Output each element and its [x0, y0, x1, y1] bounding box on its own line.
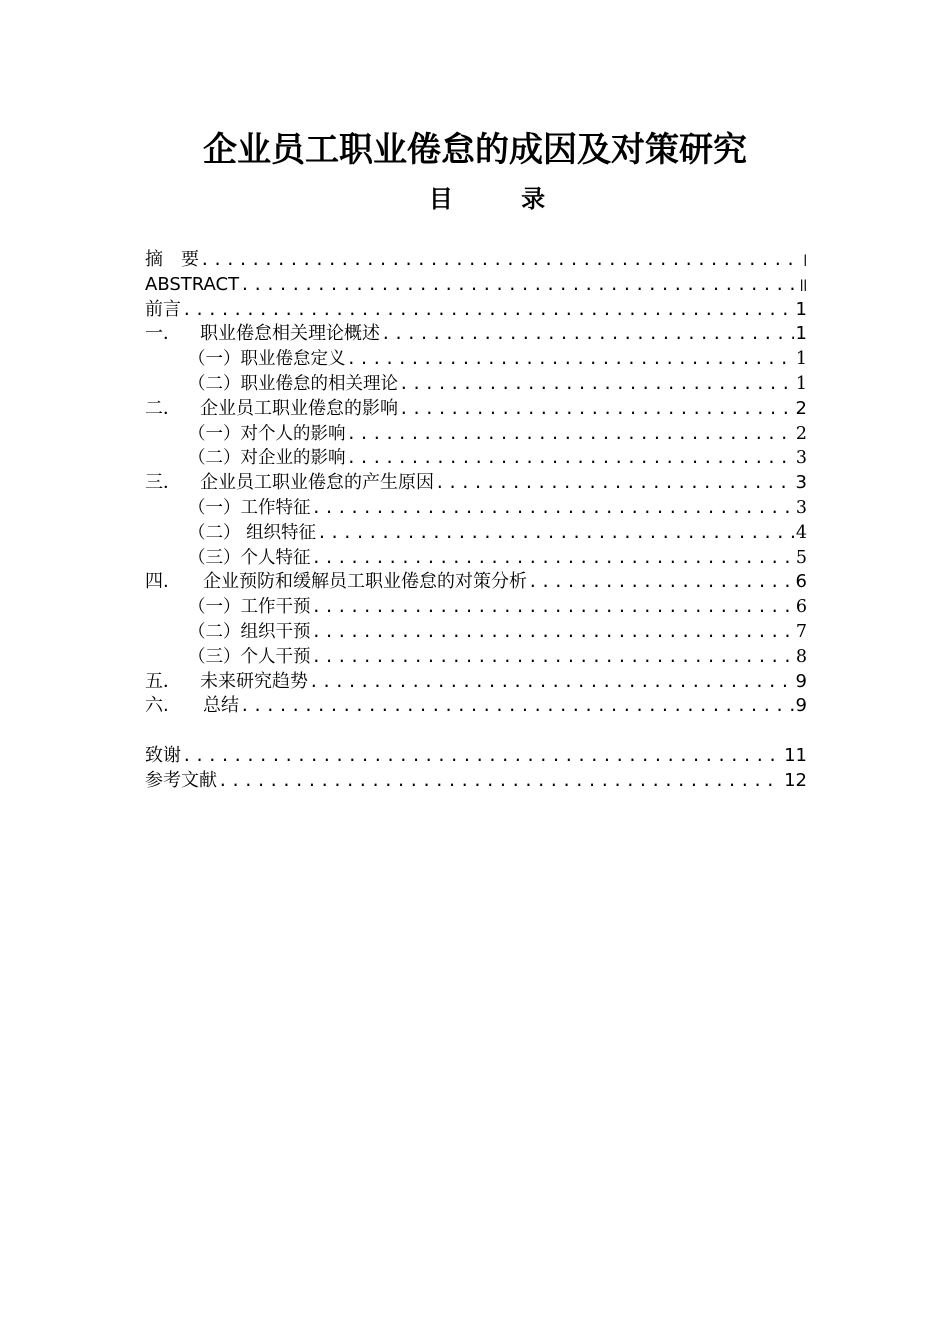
toc-page-number: 6 — [795, 597, 807, 618]
toc-page-number: 11 — [784, 744, 807, 766]
toc-dot-leader — [399, 372, 794, 397]
toc-dot-leader — [182, 744, 782, 769]
table-of-contents — [145, 248, 807, 794]
toc-dot-leader — [528, 570, 794, 595]
toc-entry-title: （二）对企业的影响 — [188, 448, 346, 469]
toc-dot-leader — [312, 496, 794, 521]
toc-entry[interactable] — [145, 744, 807, 769]
toc-entry[interactable] — [145, 298, 807, 323]
toc-page-number: 6 — [795, 571, 807, 593]
toc-dot-leader — [218, 769, 782, 794]
toc-entry-title: 参考文献 — [145, 769, 217, 791]
toc-page-number: 5 — [795, 547, 807, 568]
toc-page-number: 3 — [795, 448, 807, 469]
toc-subentry[interactable] — [145, 546, 807, 571]
toc-page-number: 12 — [784, 769, 807, 791]
toc-entry[interactable] — [145, 471, 807, 496]
toc-page-number: 9 — [795, 695, 807, 717]
toc-subentry[interactable] — [145, 521, 807, 546]
toc-entry[interactable] — [145, 769, 807, 794]
toc-page-number: 2 — [795, 423, 807, 444]
toc-page-number: 2 — [795, 397, 807, 419]
toc-subentry[interactable] — [145, 645, 807, 670]
toc-entry-number: 三． — [145, 472, 181, 494]
toc-dot-leader — [312, 595, 794, 620]
toc-entry-title: （一）工作特征 — [188, 497, 311, 518]
toc-entry-title: 摘 要 — [145, 249, 199, 270]
toc-dot-leader — [182, 298, 794, 323]
toc-entry-number: 五． — [145, 670, 181, 692]
toc-dot-leader — [435, 471, 794, 496]
toc-entry-title: 未来研究趋势 — [200, 670, 308, 692]
toc-dot-leader — [312, 620, 794, 645]
toc-page-number: 1 — [795, 298, 807, 320]
toc-page-number: 1 — [795, 323, 807, 345]
toc-page-number: 3 — [795, 472, 807, 494]
toc-entry-title: （二）职业倦怠的相关理论 — [188, 373, 398, 394]
toc-page-number: 1 — [795, 373, 807, 394]
toc-page-number: II — [799, 276, 807, 295]
toc-dot-leader — [309, 670, 794, 695]
toc-dot-leader — [347, 347, 794, 372]
toc-entry-title: （二）组织干预 — [188, 621, 311, 642]
toc-subentry[interactable] — [145, 595, 807, 620]
toc-entry-title: （二） 组织特征 — [188, 522, 317, 543]
toc-entry-title: （一）对个人的影响 — [188, 423, 346, 444]
toc-subentry[interactable] — [145, 446, 807, 471]
toc-entry-title: （一）工作干预 — [188, 597, 311, 618]
toc-entry[interactable] — [145, 397, 807, 422]
toc-heading: 目 录 — [428, 185, 576, 213]
toc-dot-leader — [312, 645, 794, 670]
toc-entry[interactable] — [145, 670, 807, 695]
toc-dot-leader — [399, 397, 794, 422]
toc-page-number: 7 — [795, 621, 807, 642]
toc-entry-title: 企业预防和缓解员工职业倦怠的对策分析 — [203, 571, 527, 593]
toc-entry-number: 一． — [145, 323, 181, 345]
toc-page-number: I — [803, 251, 807, 270]
toc-entry[interactable] — [145, 248, 807, 273]
toc-entry-number: 四. — [145, 571, 169, 593]
toc-entry-title: 职业倦怠相关理论概述 — [200, 323, 380, 345]
toc-page-number: 9 — [795, 670, 807, 692]
toc-subentry[interactable] — [145, 372, 807, 397]
toc-entry-number: 二． — [145, 397, 181, 419]
toc-dot-leader — [317, 521, 794, 546]
toc-dot-leader — [240, 273, 798, 298]
toc-entry[interactable] — [145, 570, 807, 595]
toc-entry-title: （三）个人干预 — [188, 646, 311, 667]
toc-entry-title: 总结 — [203, 695, 239, 717]
toc-entry-title: ABSTRACT — [145, 273, 240, 295]
toc-page-number: 4 — [795, 522, 807, 543]
document-title: 企业员工职业倦怠的成因及对策研究 — [203, 130, 747, 170]
toc-entry-title: （一）职业倦怠定义 — [188, 349, 346, 370]
toc-entry[interactable] — [145, 322, 807, 347]
toc-dot-leader — [347, 422, 794, 447]
toc-subentry[interactable] — [145, 496, 807, 521]
toc-page-number: 3 — [795, 497, 807, 518]
toc-entry-title: 前言 — [145, 298, 181, 320]
toc-dot-leader — [347, 446, 794, 471]
toc-page-number: 8 — [795, 646, 807, 667]
toc-dot-leader — [312, 546, 794, 571]
toc-subentry[interactable] — [145, 620, 807, 645]
toc-entry-title: 致谢 — [145, 744, 181, 766]
toc-subentry[interactable] — [145, 422, 807, 447]
toc-dot-leader — [200, 248, 801, 273]
toc-entry-title: （三）个人特征 — [188, 547, 311, 568]
toc-subentry[interactable] — [145, 347, 807, 372]
toc-dot-leader — [381, 322, 794, 347]
toc-dot-leader — [240, 694, 794, 719]
toc-entry-title: 企业员工职业倦怠的影响 — [200, 397, 398, 419]
toc-page-number: 1 — [795, 349, 807, 370]
toc-entry[interactable] — [145, 273, 807, 298]
toc-entry[interactable] — [145, 694, 807, 719]
toc-entry-title: 企业员工职业倦怠的产生原因 — [200, 472, 434, 494]
toc-entry-number: 六. — [145, 695, 169, 717]
